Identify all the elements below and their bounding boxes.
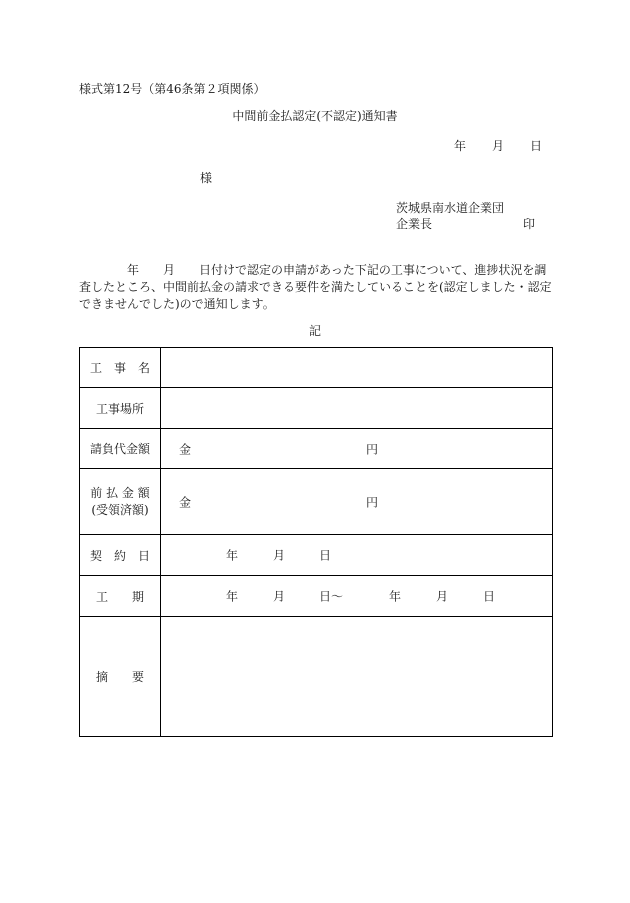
period-start-day: 日〜 <box>319 589 344 604</box>
remarks-value <box>161 617 553 737</box>
contract-amount-label: 請負代金額 <box>80 429 161 469</box>
table-row-construction-site <box>80 388 553 429</box>
remarks-label: 摘 要 <box>80 617 161 737</box>
advance-payment-prefix: 金 <box>179 495 192 509</box>
table-row-contract-amount <box>80 429 553 469</box>
contract-amount-prefix: 金 <box>179 442 192 456</box>
issue-date <box>454 140 542 152</box>
contract-date-year: 年 <box>226 548 239 563</box>
document-title: 中間前金払認定(不認定)通知書 <box>232 109 398 123</box>
advance-payment-label-line2: (受領済額) <box>91 502 149 517</box>
table-row-construction-name <box>80 348 553 388</box>
table-row-advance-payment <box>80 469 553 535</box>
construction-site-value <box>161 388 553 429</box>
contract-date-value <box>161 535 553 576</box>
period-end-day: 日 <box>483 589 496 604</box>
issue-date-month: 月 <box>492 139 505 153</box>
table-row-construction-period <box>80 576 553 617</box>
advance-payment-value <box>161 469 553 535</box>
contract-date-day: 日 <box>319 548 332 563</box>
detail-table <box>79 347 553 737</box>
contract-amount-suffix: 円 <box>366 442 379 456</box>
construction-site-label: 工事場所 <box>80 388 161 429</box>
period-end-month: 月 <box>436 589 449 604</box>
advance-payment-label-line1: 前 払 金 額 <box>90 485 150 500</box>
issuer-title: 企業長 <box>396 217 433 231</box>
issuer-seal: 印 <box>523 217 536 231</box>
construction-period-label: 工 期 <box>80 576 161 617</box>
contract-date-label: 契 約 日 <box>80 535 161 576</box>
advance-payment-suffix: 円 <box>366 495 379 509</box>
table-row-remarks <box>80 617 553 737</box>
recipient-suffix: 様 <box>200 171 213 185</box>
construction-name-label: 工 事 名 <box>80 348 161 388</box>
form-number: 様式第12号（第46条第２項関係） <box>79 82 266 96</box>
table-row-contract-date <box>80 535 553 576</box>
period-start-year: 年 <box>226 589 239 604</box>
period-end-year: 年 <box>389 589 402 604</box>
body-paragraph: 年 月 日付けで認定の申請があった下記の工事について、進捗状況を調査したところ、中間前払金の請求できる要件を満たしていることを(認定しました・認定できませんでした)ので通知します。 <box>79 263 552 311</box>
period-start-month: 月 <box>273 589 286 604</box>
contract-date-month: 月 <box>273 548 286 563</box>
contract-amount-value <box>161 429 553 469</box>
construction-name-value <box>161 348 553 388</box>
issue-date-year: 年 <box>454 139 467 153</box>
advance-payment-label <box>80 469 161 535</box>
ki-heading: 記 <box>308 324 321 338</box>
construction-period-value <box>161 576 553 617</box>
issuer-organization: 茨城県南水道企業団 <box>396 201 505 215</box>
issue-date-day: 日 <box>530 139 543 153</box>
